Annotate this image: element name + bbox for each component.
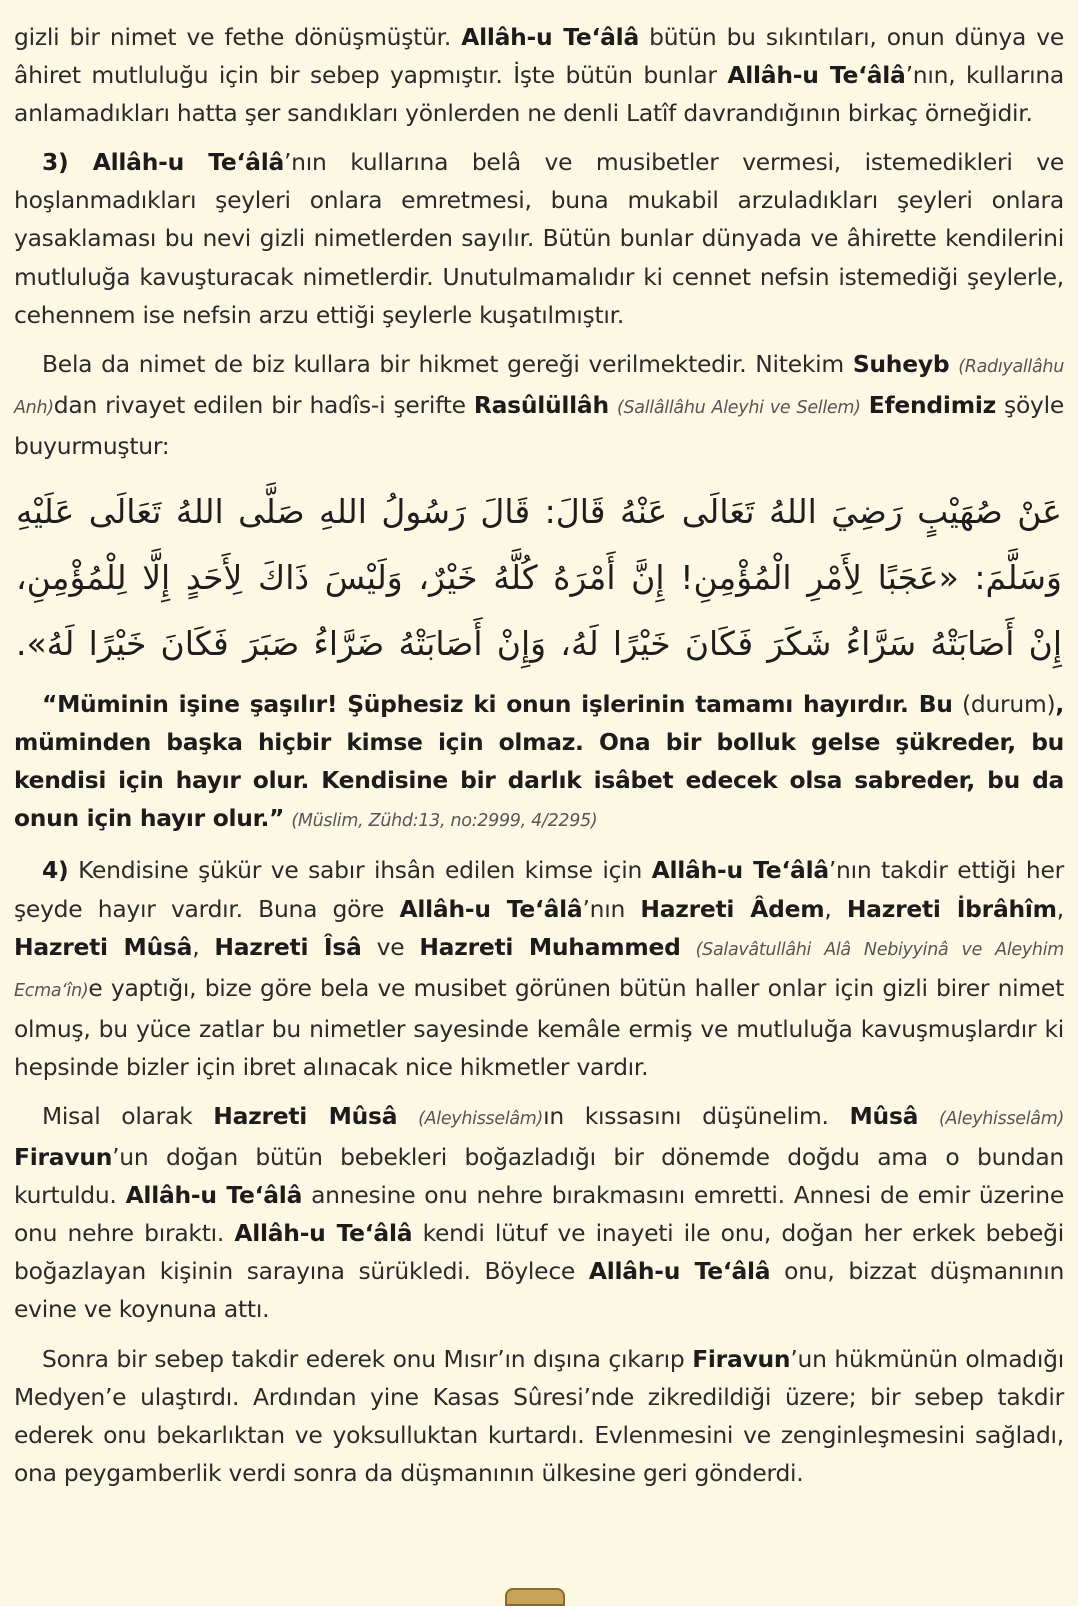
bold-text: Hazreti Mûsâ	[213, 1101, 398, 1130]
paragraph-6	[14, 1340, 1064, 1492]
text: e yaptığı, bize göre bela ve musibet görünen bütün haller onlar için gizli birer nimet olmuş, bu yüce zatlar bu nimetler sayesinde kemâle ermiş ve mutluluğa kavuşmuşlardır ki hepsinde bizler için ibret alınacak nice hikmetler vardır.	[14, 973, 1064, 1081]
paragraph-5	[14, 1097, 1064, 1329]
hadith-reference: (Müslim, Zühd:13, no:2999, 4/2295)	[291, 811, 598, 832]
text: ,	[824, 894, 847, 923]
honorific: (Aleyhisselâm)	[418, 1108, 544, 1129]
arabic-line-3: إِنْ أَصَابَتْهُ سَرَّاءُ شَكَرَ فَكَانَ خَيْرًا لَهُ، وَإِنْ أَصَابَتْهُ ضَرَّاءُ صَبَرَ فَكَانَ خَيْرًا لَهُ».	[16, 624, 1062, 664]
text: Misal olarak	[42, 1101, 214, 1130]
text: kendi lütuf ve inayeti ile onu, doğan her erkek bebeği boğazlayan kişinin sarayına sürükledi. Böylece	[14, 1219, 1064, 1286]
bold-text: Allâh-u Te‘âlâ	[588, 1257, 771, 1286]
bold-text: Hazreti Muhammed	[419, 932, 681, 961]
bold-text: Hazreti Îsâ	[214, 932, 362, 961]
text: ’nın	[582, 894, 641, 923]
text: annesine onu nehre bırakmasını emretti. Annesi de emir üzerine onu nehre bıraktı.	[14, 1181, 1064, 1248]
text: bütün bu sıkıntıları, onun dünya ve âhiret mutluluğu için bir sebep yapmıştır. İşte bütün bunlar	[14, 23, 1064, 90]
bold-text: Efendimiz	[868, 390, 996, 419]
text: ,	[1056, 894, 1064, 923]
bold-text: Firavun	[692, 1344, 791, 1373]
bold-text: , müminden başka hiçbir kimse için olmaz. Ona bir bolluk gelse şükreder, bu kendisi için hayır olur. Kendisine bir darlık isâbet edecek olsa sabreder, bu da onun için hayır olur.”	[14, 690, 1064, 833]
bold-text: Suheyb	[852, 349, 950, 378]
text: (durum)	[952, 690, 1056, 719]
text: Bela da nimet de biz kullara bir hikmet gereği verilmektedir. Nitekim	[42, 349, 853, 378]
paragraph-2	[14, 143, 1064, 333]
bold-text: Rasûlüllâh	[473, 390, 609, 419]
honorific: (Radıyallâhu Anh)	[14, 356, 1064, 418]
text: gizli bir nimet ve fethe dönüşmüştür.	[14, 23, 462, 51]
honorific: (Salavâtullâhi Alâ Nebiyyinâ ve Aleyhim Ecma‘în)	[14, 939, 1065, 1001]
bold-text: Allâh-u Te‘âlâ	[399, 894, 583, 923]
text: ın kıssasını düşünelim.	[543, 1101, 850, 1130]
text: ve	[361, 932, 420, 961]
bold-text: Hazreti İbrâhîm	[846, 894, 1057, 923]
paragraph-3	[14, 345, 1064, 465]
text: onu, bizzat düşmanının evine ve koynuna attı.	[14, 1257, 1065, 1324]
bold-text: “Müminin işine şaşılır! Şüphesiz ki onun işlerinin tamamı hayırdır. Bu	[42, 690, 953, 719]
honorific: (Sallâllâhu Aleyhi ve Sellem)	[616, 397, 861, 418]
text: Kendisine şükür ve sabır ihsân edilen kimse için	[68, 856, 652, 885]
page-ornament	[505, 1588, 565, 1606]
bold-text: Hazreti Mûsâ	[14, 932, 193, 961]
text: ’nın takdir ettiği her şeyde hayır vardır. Buna göre	[14, 856, 1064, 923]
honorific: (Aleyhisselâm)	[938, 1108, 1064, 1129]
bold-text: Allâh-u Te‘âlâ	[234, 1219, 413, 1248]
text: ’nın kullarına belâ ve musibetler vermesi, istemedikleri ve hoşlanmadıkları şeyleri onlara emretmesi, buna mukabil arzuladıkları şeyleri onlara yasaklaması bu nevi gizli nimetlerden sayılır. Bütün bunlar dünyada ve âhirette kendilerini mutluluğa kavuşturacak nimetlerdir. Unutulmamalıdır ki cennet nefsin istemediği şeylerle, cehennem ise nefsin arzu ettiği şeylerle kuşatılmıştır.	[14, 148, 1064, 329]
arabic-hadith	[14, 479, 1064, 677]
bold-text: Firavun	[14, 1143, 113, 1172]
text: ’un doğan bütün bebekleri boğazladığı bir dönemde doğdu ama o bundan kurtuldu.	[14, 1143, 1064, 1210]
text: ,	[192, 932, 215, 961]
arabic-line-1: عَنْ صُهَيْبٍ رَضِيَ اللهُ تَعَالَى عَنْهُ قَالَ: قَالَ رَسُولُ اللهِ صَلَّى اللهُ تَعَالَى عَلَيْهِ	[16, 492, 1062, 532]
text: ’nın, kullarına anlamadıkları hatta şer sandıkları yönlerden ne denli Latîf davrandığının birkaç örneğidir.	[14, 61, 1064, 128]
bold-text: Hazreti Âdem	[640, 894, 825, 923]
bold-text: 4)	[42, 856, 69, 885]
bold-text: 3) Allâh-u Te‘âlâ	[42, 148, 284, 177]
hadith-translation	[14, 685, 1064, 840]
text: şöyle buyurmuştur:	[14, 390, 1065, 460]
paragraph-1	[14, 18, 1064, 132]
bold-text: Allâh-u Te‘âlâ	[651, 856, 829, 885]
bold-text: Mûsâ	[849, 1101, 919, 1130]
bold-text: Allâh-u Te‘âlâ	[727, 61, 906, 90]
arabic-line-2: وَسَلَّمَ: «عَجَبًا لِأَمْرِ الْمُؤْمِنِ! إِنَّ أَمْرَهُ كُلَّهُ خَيْرٌ، وَلَيْسَ ذَاكَ لِأَحَدٍ إِلَّا لِلْمُؤْمِنِ،	[16, 558, 1062, 598]
bold-text: Allâh-u Te‘âlâ	[125, 1181, 303, 1210]
paragraph-4	[14, 851, 1064, 1086]
text: ’un hükmünün olmadığı Medyen’e ulaştırdı. Ardından yine Kasas Sûresi’nde zikredildiği üzere; bir sebep takdir ederek onu bekarlıktan ve yoksulluktan kurtardı. Evlenmesini ve zenginleşmesini sağladı, ona peygamberlik verdi sonra da düşmanının ülkesine geri gönderdi.	[14, 1344, 1064, 1487]
text: dan rivayet edilen bir hadîs-i şerifte	[53, 390, 474, 419]
bold-text: Allâh-u Te‘âlâ	[461, 23, 639, 51]
text: Sonra bir sebep takdir ederek onu Mısır’ın dışına çıkarıp	[42, 1344, 693, 1373]
